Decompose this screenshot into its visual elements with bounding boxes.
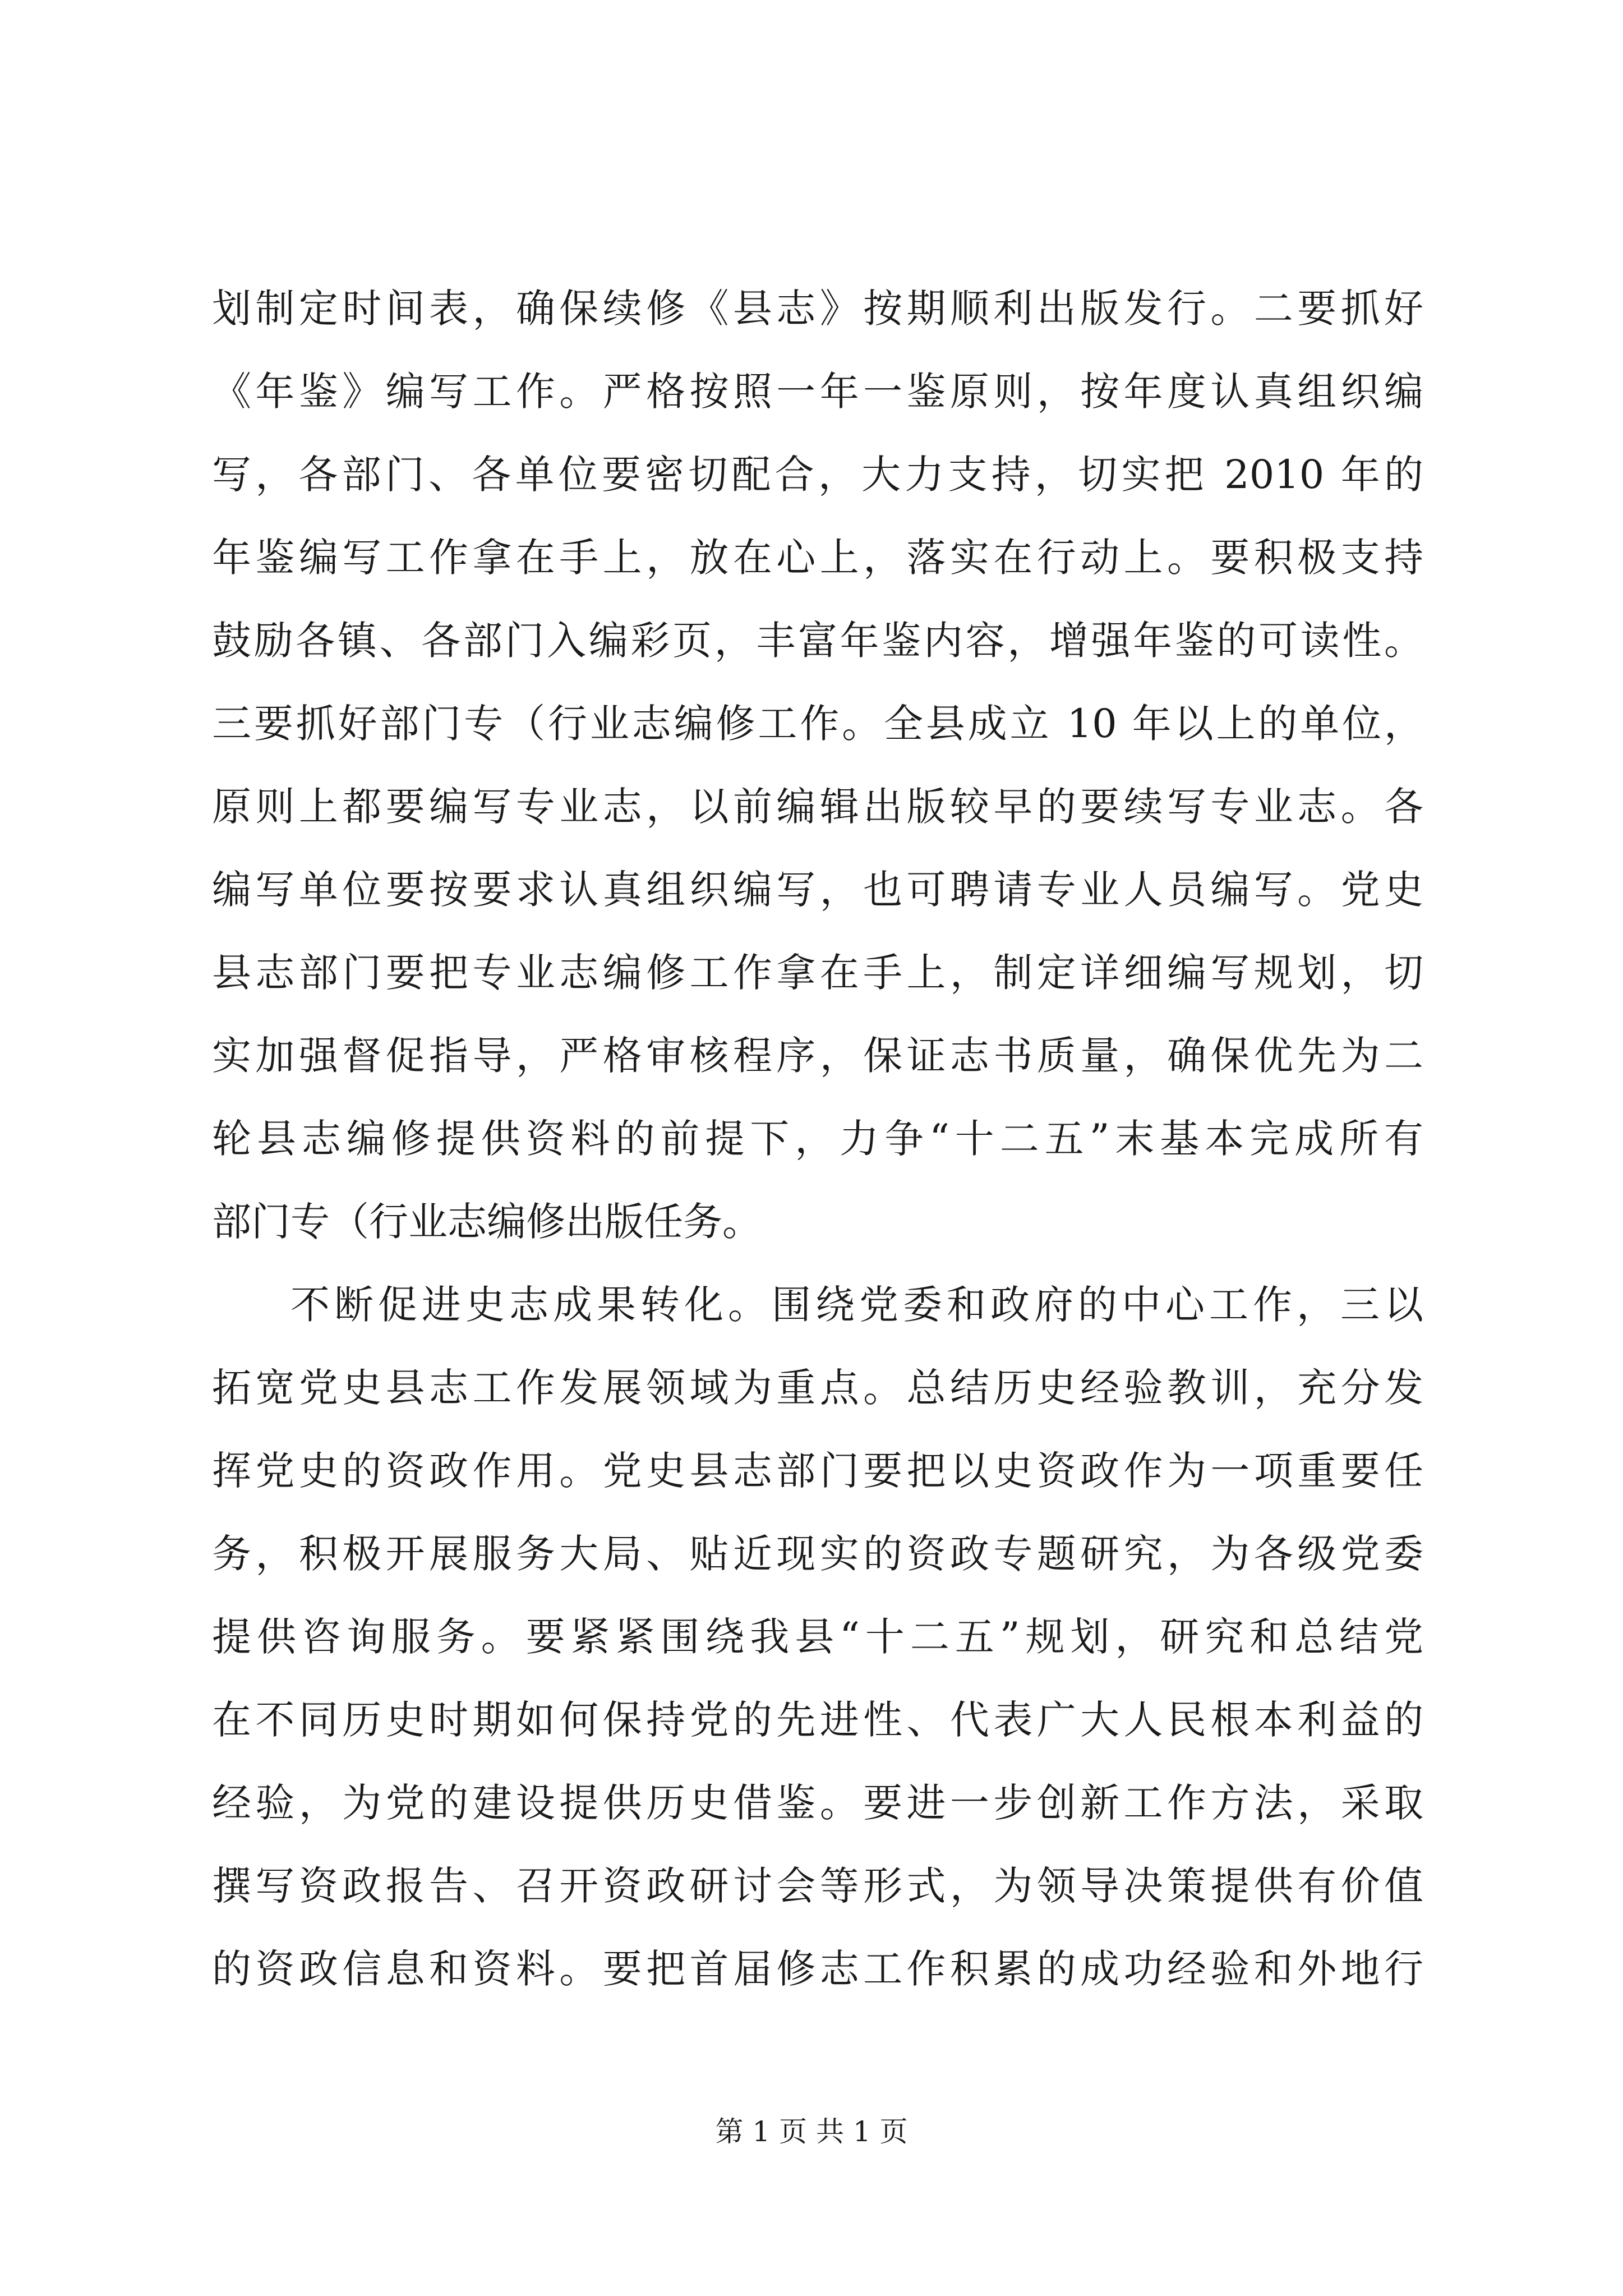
text-line: 写，各部门、各单位要密切配合，大力支持，切实把 2010 年的 xyxy=(212,452,1423,498)
text-line: 实加强督促指导，严格审核程序，保证志书质量，确保优先为二 xyxy=(212,1033,1423,1079)
paragraph-2 xyxy=(212,1263,1423,2010)
text-line: 部门专（行业志编修出版任务。 xyxy=(212,1199,762,1245)
document-body xyxy=(212,267,1423,2010)
text-line: 在不同历史时期如何保持党的先进性、代表广大人民根本利益的 xyxy=(212,1697,1423,1743)
text-line: 划制定时间表，确保续修《县志》按期顺利出版发行。二要抓好 xyxy=(212,286,1423,332)
text-line: 《年鉴》编写工作。严格按照一年一鉴原则，按年度认真组织编 xyxy=(212,369,1423,415)
text-line: 县志部门要把专业志编修工作拿在手上，制定详细编写规划，切 xyxy=(212,950,1423,996)
text-line: 挥党史的资政作用。党史县志部门要把以史资政作为一项重要任 xyxy=(212,1448,1423,1494)
text-line: 编写单位要按要求认真组织编写，也可聘请专业人员编写。党史 xyxy=(212,867,1423,913)
page-number: 第 1 页 共 1 页 xyxy=(715,2115,908,2148)
text-line: 经验，为党的建设提供历史借鉴。要进一步创新工作方法，采取 xyxy=(212,1780,1423,1826)
text-line: 提供咨询服务。要紧紧围绕我县“十二五”规划，研究和总结党 xyxy=(212,1614,1423,1660)
text-line: 原则上都要编写专业志，以前编辑出版较早的要续写专业志。各 xyxy=(212,784,1423,830)
page-footer xyxy=(0,2109,1623,2150)
text-line: 年鉴编写工作拿在手上，放在心上，落实在行动上。要积极支持 xyxy=(212,535,1423,581)
text-line: 务，积极开展服务大局、贴近现实的资政专题研究，为各级党委 xyxy=(212,1531,1423,1577)
paragraph-1 xyxy=(212,267,1423,1263)
text-line: 拓宽党史县志工作发展领域为重点。总结历史经验教训，充分发 xyxy=(212,1365,1423,1411)
text-line: 的资政信息和资料。要把首届修志工作积累的成功经验和外地行 xyxy=(212,1946,1423,1992)
text-line: 鼓励各镇、各部门入编彩页，丰富年鉴内容，增强年鉴的可读性。 xyxy=(212,618,1423,664)
text-line: 轮县志编修提供资料的前提下，力争“十二五”末基本完成所有 xyxy=(212,1116,1423,1162)
text-line: 撰写资政报告、召开资政研讨会等形式，为领导决策提供有价值 xyxy=(212,1863,1423,1909)
text-line: 三要抓好部门专（行业志编修工作。全县成立 10 年以上的单位， xyxy=(212,701,1423,747)
text-line: 不断促进史志成果转化。围绕党委和政府的中心工作，三以 xyxy=(291,1282,1423,1328)
